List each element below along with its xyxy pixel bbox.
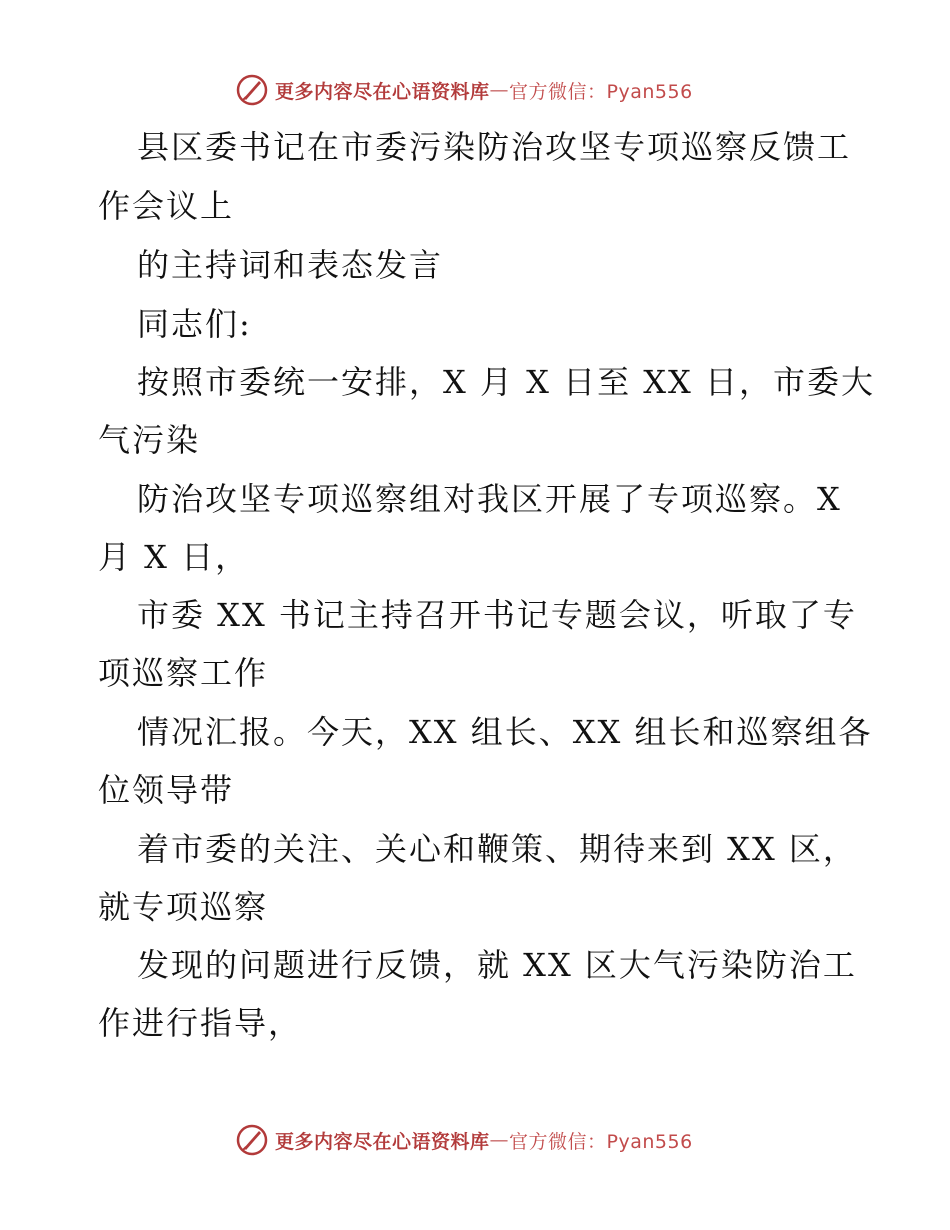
paragraph-line: 着市委的关注、关心和鞭策、期待来到 XX 区， <box>137 830 857 868</box>
paragraph-line: 就专项巡察 <box>98 888 269 926</box>
title-line-3: 的主持词和表态发言 <box>137 246 444 284</box>
paragraph-line: 位领导带 <box>98 771 235 809</box>
watermark-contact: 官方微信：Pyan556 <box>509 1130 693 1153</box>
paragraph-line: 情况汇报。今天，XX 组长、XX 组长和巡察组各 <box>137 713 873 751</box>
header-watermark <box>235 70 693 110</box>
paragraph-line: 作进行指导， <box>98 1004 303 1042</box>
paragraph-line: 发现的问题进行反馈，就 XX 区大气污染防治工 <box>137 946 857 984</box>
watermark-site-name: 更多内容尽在心语资料库 <box>275 80 490 103</box>
quill-logo-icon <box>235 1123 269 1157</box>
watermark-dash: — <box>489 1129 510 1151</box>
paragraph-line: 防治攻坚专项巡察组对我区开展了专项巡察。X <box>137 480 842 518</box>
paragraph-line: 按照市委统一安排，X 月 X 日至 XX 日，市委大 <box>137 363 875 401</box>
quill-logo-icon <box>235 73 269 107</box>
watermark-site-name: 更多内容尽在心语资料库 <box>275 1130 490 1153</box>
watermark-dash: — <box>489 79 510 101</box>
paragraph-line: 项巡察工作 <box>98 654 269 692</box>
salutation: 同志们: <box>137 305 252 343</box>
watermark-contact: 官方微信：Pyan556 <box>509 80 693 103</box>
paragraph-line: 市委 XX 书记主持召开书记专题会议，听取了专 <box>137 596 857 634</box>
paragraph-line: 月 X 日， <box>98 538 250 576</box>
title-line-2: 作会议上 <box>98 187 235 225</box>
title-line-1: 县区委书记在市委污染防治攻坚专项巡察反馈工 <box>137 128 852 166</box>
footer-watermark <box>235 1120 693 1160</box>
paragraph-line: 气污染 <box>98 421 201 459</box>
